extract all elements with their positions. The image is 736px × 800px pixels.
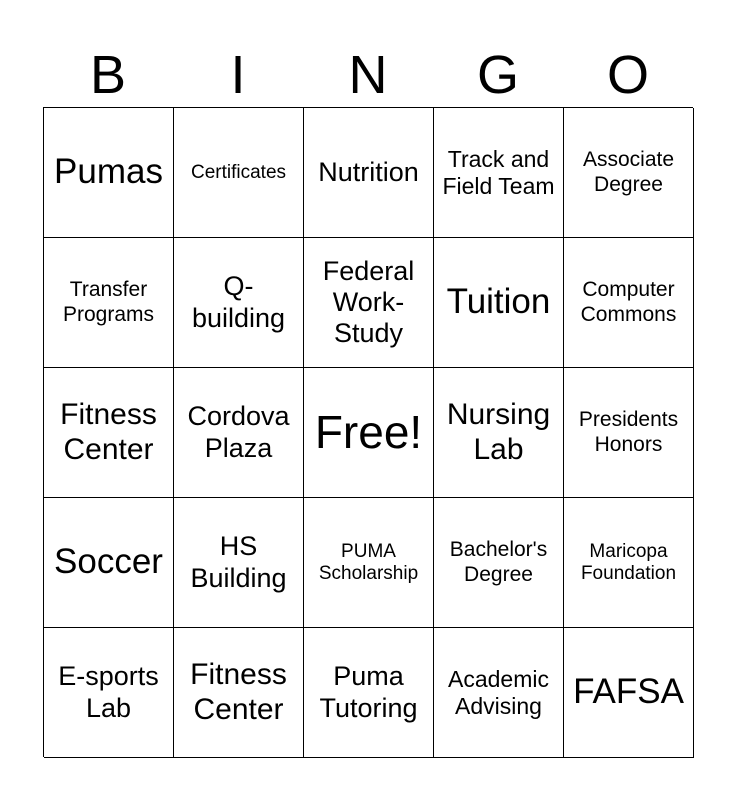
cell-label: Fitness Center [60, 398, 157, 466]
bingo-board [43, 107, 693, 757]
cell-label: Pumas [54, 152, 163, 192]
bingo-cell[interactable] [174, 498, 304, 628]
bingo-cell[interactable] [174, 368, 304, 498]
header-letter-g: G [476, 45, 519, 105]
header-letter-o: O [606, 45, 649, 105]
cell-label: Transfer Programs [62, 278, 155, 326]
cell-label: Soccer [54, 542, 163, 582]
cell-label: Computer Commons [580, 278, 677, 326]
bingo-cell[interactable] [304, 108, 434, 238]
bingo-cell[interactable] [564, 498, 694, 628]
free-space-cell[interactable] [304, 368, 434, 498]
bingo-cell[interactable] [304, 238, 434, 368]
bingo-cell[interactable] [44, 108, 174, 238]
cell-label: E-sports Lab [58, 661, 159, 723]
cell-label: Q-building [191, 271, 286, 333]
header-letter-n: N [348, 45, 388, 105]
bingo-header [43, 44, 693, 106]
bingo-cell[interactable] [44, 368, 174, 498]
bingo-cell[interactable] [304, 628, 434, 758]
bingo-cell[interactable] [174, 238, 304, 368]
cell-label: Nursing Lab [446, 398, 551, 466]
bingo-cell[interactable] [434, 628, 564, 758]
cell-label: Nutrition [318, 156, 419, 187]
bingo-cell[interactable] [564, 238, 694, 368]
cell-label: Fitness Center [190, 658, 287, 726]
bingo-cell[interactable] [44, 238, 174, 368]
cell-label: Federal Work-Study [322, 255, 415, 349]
bingo-cell[interactable] [434, 238, 564, 368]
free-space-label: Free! [314, 406, 423, 459]
bingo-cell[interactable] [44, 498, 174, 628]
cell-label: Associate Degree [582, 148, 675, 196]
bingo-cell[interactable] [564, 628, 694, 758]
bingo-cell[interactable] [434, 368, 564, 498]
bingo-cell[interactable] [304, 498, 434, 628]
header-letter-i: I [230, 45, 246, 105]
cell-label: Puma Tutoring [319, 661, 418, 723]
bingo-cell[interactable] [44, 628, 174, 758]
bingo-cell[interactable] [174, 108, 304, 238]
cell-label: Certificates [190, 161, 287, 183]
bingo-cell[interactable] [434, 108, 564, 238]
bingo-cell[interactable] [564, 108, 694, 238]
cell-label: PUMA Scholarship [318, 540, 419, 584]
cell-label: Cordova Plaza [187, 401, 290, 463]
cell-label: Bachelor's Degree [449, 538, 548, 586]
cell-label: Maricopa Foundation [580, 540, 677, 584]
header-letter-b: B [89, 45, 127, 105]
bingo-cell[interactable] [564, 368, 694, 498]
cell-label: Academic Advising [448, 666, 549, 719]
bingo-cell[interactable] [434, 498, 564, 628]
cell-label: Tuition [446, 282, 551, 322]
bingo-cell[interactable] [174, 628, 304, 758]
cell-label: FAFSA [573, 672, 684, 712]
cell-label: Track and Field Team [442, 146, 555, 199]
cell-label: Presidents Honors [578, 408, 679, 456]
cell-label: HS Building [190, 531, 287, 593]
